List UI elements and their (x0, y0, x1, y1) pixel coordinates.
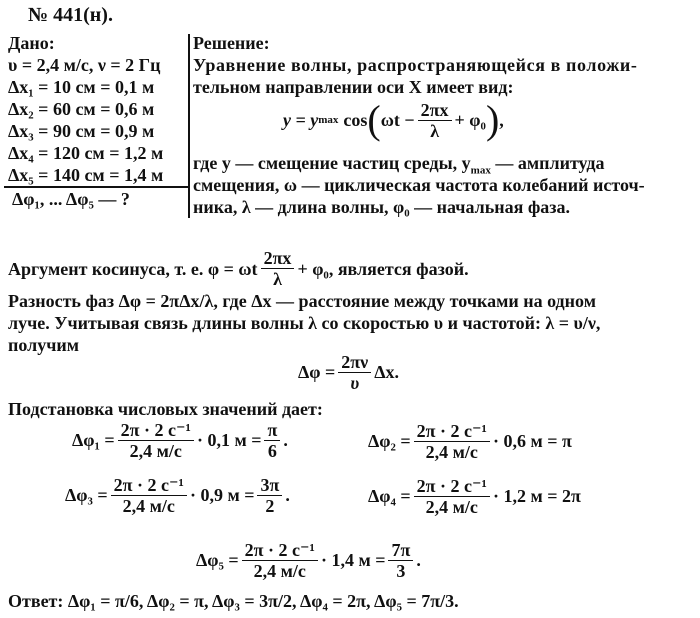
fraction-num: 2π · 2 с⁻¹ (414, 421, 490, 442)
calc-fraction (118, 420, 194, 461)
wave-equation (283, 96, 504, 144)
argument-line (8, 248, 469, 289)
paren-close: ) (485, 97, 500, 142)
given-solution-divider (188, 34, 190, 218)
solution-header: Решение: (193, 33, 270, 53)
result-num: π (264, 420, 280, 441)
eq-sub: max (318, 114, 339, 126)
fraction-den: λ (273, 269, 282, 289)
line3-end: — амплитуда (490, 153, 605, 173)
calc-mult: · 0,1 м = (196, 430, 262, 450)
solution-line: тельном направлении оси X имеет вид: (193, 77, 514, 97)
calc-fraction (111, 475, 187, 516)
calc-lhs: Δφ₂ = (368, 430, 411, 451)
given-row: Δx₂ = 60 см = 0,6 м (8, 99, 155, 119)
fraction-num: 2π · 2 с⁻¹ (111, 475, 187, 496)
calc-lhs: Δφ₅ = (196, 550, 239, 570)
calc-fraction (242, 540, 318, 581)
result-num: 3π (257, 475, 282, 496)
calc-lhs: Δφ₄ = (368, 485, 411, 506)
diff-line: получим (8, 335, 80, 355)
calc-fraction (414, 476, 490, 517)
fraction-num: 2π · 2 с⁻¹ (118, 420, 194, 441)
calc-mult: · 0,9 м = (189, 485, 255, 505)
calc-result (257, 475, 282, 516)
fraction-den: λ (430, 120, 440, 141)
calc-end: . (285, 485, 290, 505)
diff-line: луче. Учитывая связь длины волны λ со скоростью υ и частотой: λ = υ/ν, (8, 313, 601, 333)
formula-rhs: Δx. (374, 362, 399, 382)
fraction-den: 2,4 м/с (129, 441, 182, 461)
calc-3 (65, 475, 290, 516)
given-row: Δx₁ = 10 см = 0,1 м (8, 77, 155, 97)
line3-text: где y — смещение частиц среды, y (193, 153, 471, 173)
fraction-num: 2πx (261, 248, 295, 269)
phase-formula (298, 352, 399, 393)
fraction-num: 2π · 2 с⁻¹ (414, 476, 490, 497)
eq-cos: cos (343, 109, 368, 130)
fraction-den: 2,4 м/с (122, 496, 175, 516)
substitution-header: Подстановка числовых значений дает: (8, 399, 323, 419)
line3-sub: max (470, 164, 491, 177)
solution-line: смещения, ω — циклическая частота колебаний источ- (193, 175, 645, 195)
fraction-den: 2,4 м/с (253, 561, 306, 581)
result-den: 3 (396, 561, 406, 581)
calc-mult: · 0,6 м = π (492, 430, 572, 451)
given-row: Δx₄ = 120 см = 1,2 м (8, 143, 164, 163)
calc-1 (72, 420, 288, 461)
eq-wt: ωt − (380, 109, 415, 130)
fraction-den: υ (350, 373, 360, 393)
calc-lhs: Δφ₃ = (65, 485, 108, 505)
given-row: Δx₃ = 90 см = 0,9 м (8, 121, 155, 141)
paren-open: ( (367, 97, 381, 142)
calc-fraction (414, 421, 490, 462)
fraction-num: 2πx (418, 100, 452, 121)
result-num: 7π (388, 540, 413, 561)
argument-post: + φ₀, является фазой. (297, 258, 469, 279)
diff-line: Разность фаз Δφ = 2πΔx/λ, где Δx — расстояние между точками на одном (8, 291, 596, 311)
fraction-den: 2,4 м/с (425, 496, 478, 517)
calc-lhs: Δφ₁ = (72, 430, 115, 450)
calc-mult: · 1,2 м = 2π (492, 485, 581, 506)
fraction-num: 2πν (338, 352, 371, 373)
calc-end: . (283, 430, 288, 450)
fraction-den: 2,4 м/с (425, 441, 478, 462)
solution-line: ника, λ — длина волны, φ₀ — начальная фаза. (193, 197, 571, 217)
calc-2 (368, 420, 572, 462)
calc-result (264, 420, 280, 461)
eq-end: , (499, 109, 504, 130)
solution-line: Уравнение волны, распространяющейся в положи- (193, 55, 638, 75)
given-header: Дано: (8, 33, 55, 53)
calc-mult: · 1,4 м = (320, 550, 386, 570)
answer-line: Ответ: Δφ₁ = π/6, Δφ₂ = π, Δφ₃ = 3π/2, Δφ₄ = 2π, Δφ₅ = 7π/3. (8, 591, 459, 611)
calc-result (388, 540, 413, 581)
argument-fraction (261, 248, 295, 289)
eq-lhs: y = y (283, 109, 319, 130)
eq-tail: + φ₀ (454, 109, 486, 130)
given-row: υ = 2,4 м/с, ν = 2 Гц (8, 55, 161, 75)
result-den: 2 (265, 496, 275, 516)
formula-lhs: Δφ = (298, 362, 336, 382)
argument-pre: Аргумент косинуса, т. е. φ = ωt (8, 258, 258, 279)
given-row: Δx₅ = 140 см = 1,4 м (8, 165, 164, 185)
result-den: 6 (267, 441, 277, 461)
eq-fraction (418, 100, 452, 141)
formula-fraction (338, 352, 371, 393)
problem-number: № 441(н). (28, 4, 113, 26)
calc-4 (368, 475, 581, 517)
calc-5 (196, 540, 421, 581)
find-line: Δφ₁, ... Δφ₅ — ? (12, 189, 130, 209)
calc-end: . (416, 550, 421, 570)
fraction-num: 2π · 2 с⁻¹ (242, 540, 318, 561)
